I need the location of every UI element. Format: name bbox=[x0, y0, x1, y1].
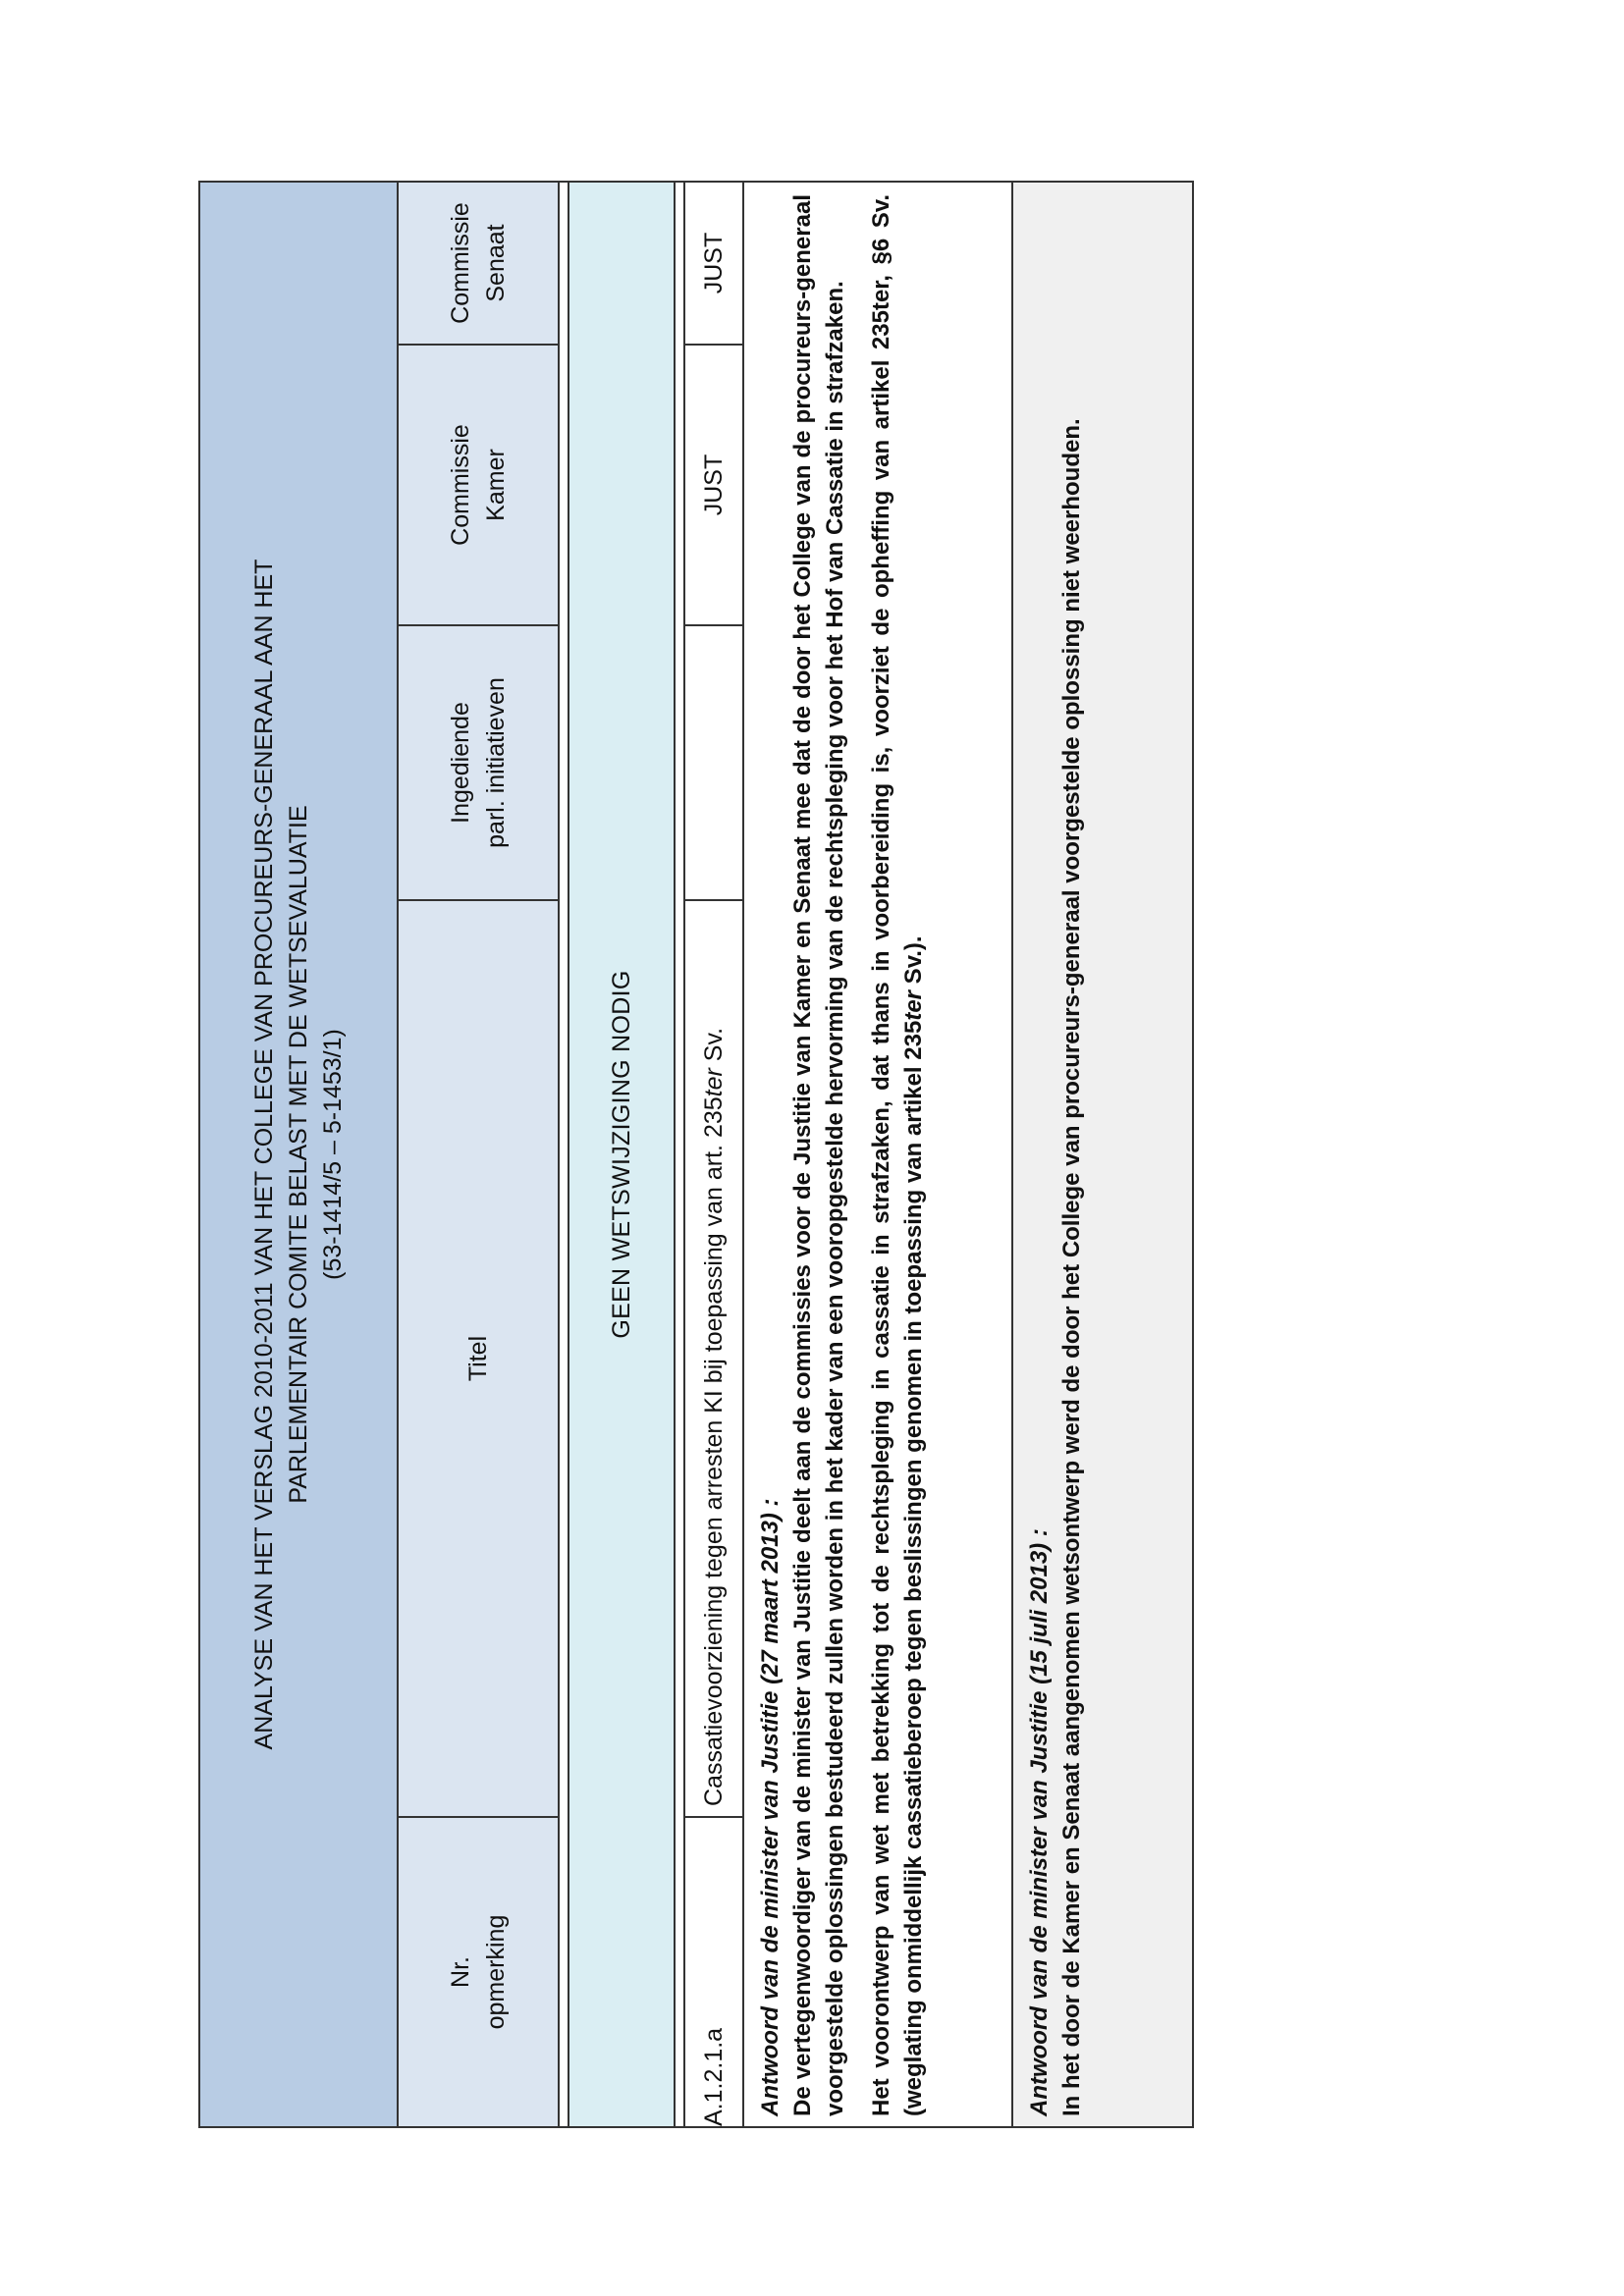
row-commissie-kamer: JUST bbox=[684, 345, 743, 625]
analysis-table bbox=[198, 181, 1194, 2128]
section-row bbox=[568, 182, 675, 2127]
header-kamer-line2: Kamer bbox=[482, 449, 510, 521]
header-nr-line1: Nr. bbox=[447, 1956, 474, 1988]
answer-1-heading: Antwoord van de minister van Justitie (27 maart 2013) : bbox=[757, 1498, 784, 2116]
header-commissie-kamer bbox=[398, 345, 559, 625]
table-row bbox=[684, 182, 743, 2127]
header-commissie-senaat bbox=[398, 182, 559, 345]
header-ingediende-line2: parl. initiatieven bbox=[482, 677, 510, 848]
header-senaat-line1: Commissie bbox=[447, 202, 474, 324]
title-line-3: (53-1414/5 – 5-1453/1) bbox=[318, 1029, 347, 1280]
row-titel bbox=[684, 900, 743, 1817]
answer-1-paragraph-2 bbox=[865, 194, 930, 2116]
header-ingediende-line1: Ingediende bbox=[447, 702, 474, 824]
row-titel-suffix: Sv. bbox=[699, 1027, 728, 1069]
row-titel-text: Cassatievoorziening tegen arresten KI bij toepassing van art. 235 bbox=[699, 1096, 728, 1806]
header-titel-label: Titel bbox=[464, 1335, 492, 1382]
answer-2-paragraph-1: In het door de Kamer en Senaat aangenomen wetsontwerp werd de door het College van procureurs-generaal voorgestelde oplossing niet weerhouden. bbox=[1058, 418, 1085, 2116]
answer-1-paragraph-2-suffix: Sv.). bbox=[900, 935, 927, 990]
title-line-1: ANALYSE VAN HET VERSLAG 2010-2011 VAN HET COLLEGE VAN PROCUREURS-GENERAAL AAN HET bbox=[249, 559, 278, 1750]
header-kamer-line1: Commissie bbox=[447, 424, 474, 546]
header-ingediende bbox=[398, 625, 559, 900]
answer-1-paragraph-2-italic: ter bbox=[900, 989, 927, 1021]
title-row bbox=[199, 182, 398, 2127]
answer-block-2 bbox=[1012, 182, 1193, 2127]
header-nr-line2: opmerking bbox=[482, 1914, 510, 2030]
header-senaat-line2: Senaat bbox=[482, 224, 510, 302]
row-commissie-senaat: JUST bbox=[684, 182, 743, 345]
document-title bbox=[199, 182, 398, 2127]
title-line-2: PARLEMENTAIR COMITE BELAST MET DE WETSEVALUATIE bbox=[284, 805, 312, 1504]
spacer-cell bbox=[559, 182, 568, 2127]
column-header-row bbox=[398, 182, 559, 2127]
row-titel-italic: ter bbox=[699, 1068, 728, 1097]
spacer-row bbox=[675, 182, 684, 2127]
answer-row-2 bbox=[1012, 182, 1193, 2127]
row-ingediende bbox=[684, 625, 743, 900]
header-titel bbox=[398, 900, 559, 1817]
answer-block-1 bbox=[743, 182, 1012, 2127]
answer-row-1 bbox=[743, 182, 1012, 2127]
answer-1-paragraph-2-text: Het voorontwerp van wet met betrekking tot de rechtspleging in cassatie in strafzaken, dat thans in voorbereiding is, voorziet de opheffing van artikel 235ter, §6 Sv. (weglating onmiddellijk cassatieberoep tegen beslissingen genomen in toepassing van artikel 235 bbox=[868, 194, 927, 2116]
header-nr-opmerking bbox=[398, 1817, 559, 2127]
answer-2-heading: Antwoord van de minister van Justitie (15 juli 2013) : bbox=[1026, 1528, 1053, 2116]
answer-1-paragraph-1: De vertegenwoordiger van de minister van Justitie deelt aan de commissies voor de Justitie van Kamer en Senaat mee dat de door het College van de procureurs-generaal voorgestelde oplossingen bestudeerd zullen worden in het kader van een vooropgestelde hervorming van de rechtspleging voor het Hof van Cassatie in strafzaken. bbox=[789, 194, 848, 2116]
section-label: GEEN WETSWIJZIGING NODIG bbox=[568, 182, 675, 2127]
row-nr: A.1.2.1.a bbox=[684, 1817, 743, 2127]
spacer-cell bbox=[675, 182, 684, 2127]
spacer-row bbox=[559, 182, 568, 2127]
rotated-page-content bbox=[198, 183, 1159, 2128]
